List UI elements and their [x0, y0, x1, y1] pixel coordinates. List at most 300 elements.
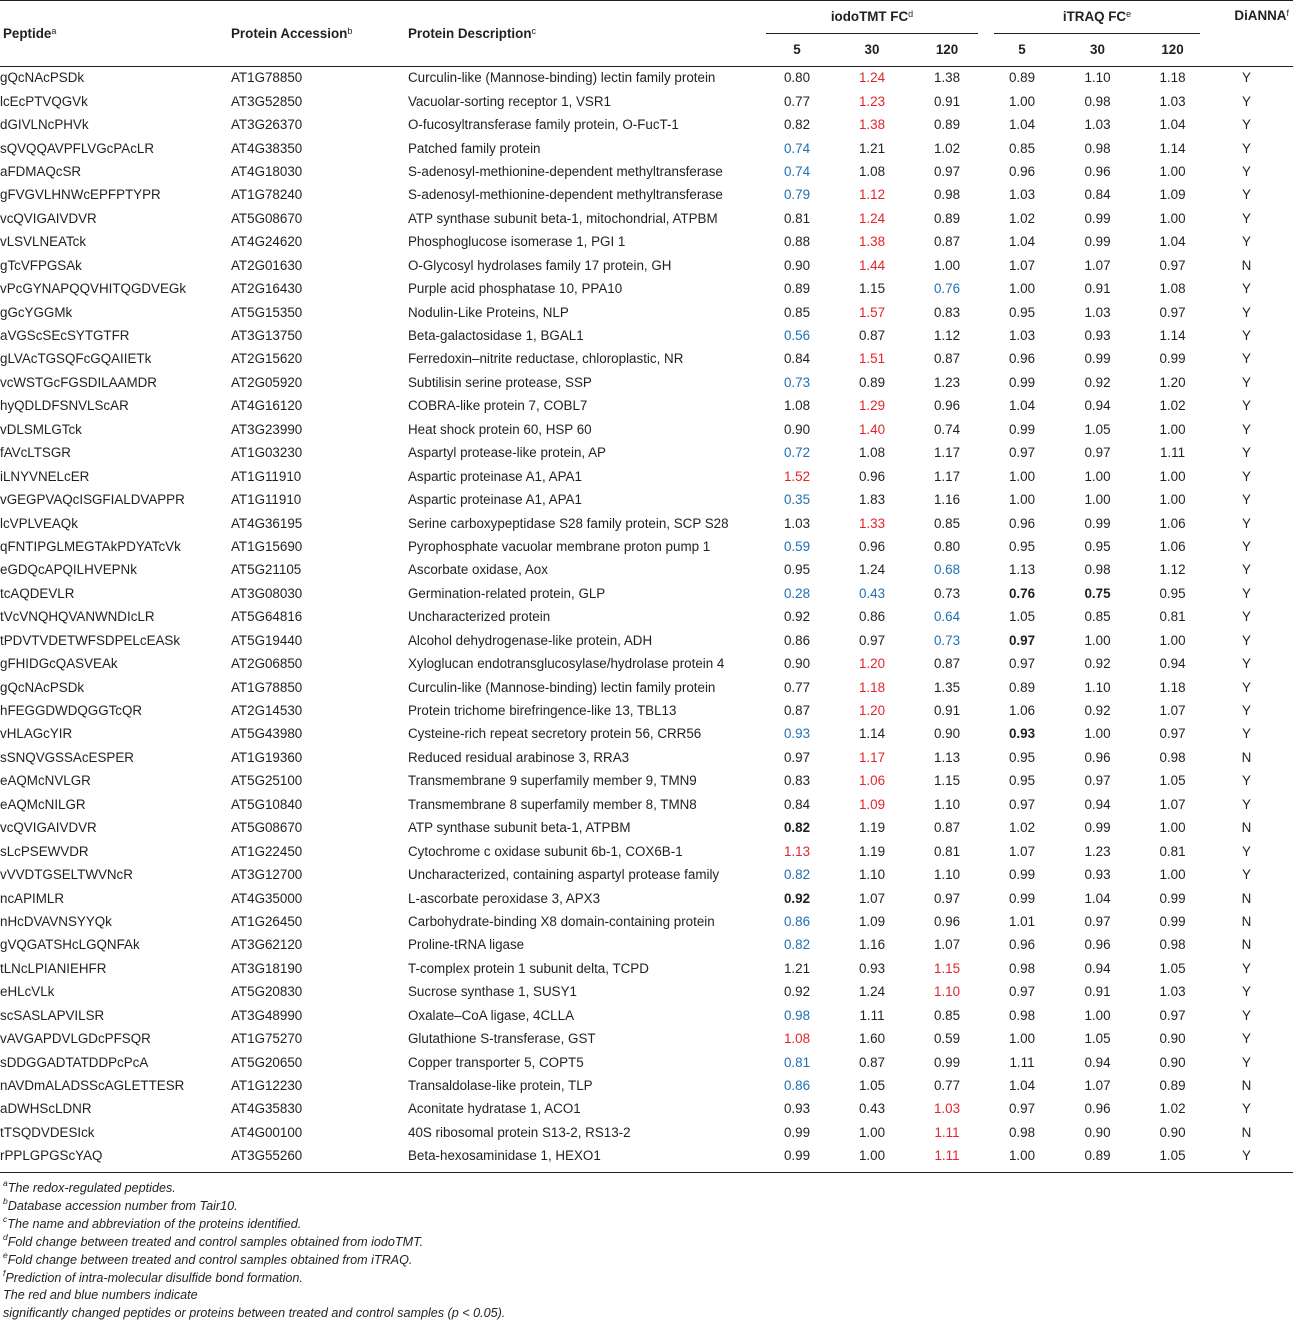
peptide-cell: vVVDTGSELTWVNcR	[0, 867, 133, 883]
iodo-5-cell: 0.82	[783, 937, 811, 953]
iodo-30-cell: 1.11	[859, 1007, 885, 1023]
iodo-120-cell: 1.10	[933, 796, 961, 812]
table-row	[0, 933, 1293, 956]
peptide-cell: gLVAcTGSQFcGQAIIETk	[0, 351, 152, 367]
iodo-120-cell: 1.17	[933, 445, 961, 461]
iodo-30-cell: 1.29	[858, 398, 886, 414]
itraq-5-cell: 0.89	[1008, 70, 1036, 86]
iodo-30-cell: 1.19	[858, 820, 886, 836]
accession-cell: AT5G19440	[231, 632, 303, 648]
itraq-120-cell: 1.00	[1159, 867, 1186, 883]
iodo-30-cell: 1.06	[858, 773, 886, 789]
description-cell: Alcohol dehydrogenase-like protein, ADH	[408, 632, 653, 648]
iodo-5-cell: 0.77	[783, 93, 811, 109]
iodo-120-cell: 0.87	[933, 234, 961, 250]
iodo-120-cell: 0.81	[933, 843, 961, 859]
iodo-120-cell: 1.12	[933, 328, 961, 344]
iodo-5-cell: 1.52	[783, 468, 811, 484]
table-row	[0, 347, 1293, 370]
itraq-120-cell: 1.12	[1159, 562, 1186, 578]
table-row	[0, 1144, 1293, 1167]
peptide-cell: fAVcLTSGR	[0, 445, 71, 461]
itraq-30-cell: 0.99	[1084, 351, 1111, 367]
table-row	[0, 746, 1293, 769]
peptide-cell: gVQGATSHcLGQNFAk	[0, 937, 140, 953]
iodo-120-cell: 0.97	[933, 890, 961, 906]
table-row	[0, 371, 1293, 394]
iodo-30-cell: 1.10	[858, 867, 886, 883]
iodo-5-cell: 0.59	[783, 538, 811, 554]
peptide-cell: hFEGGDWDQGGTcQR	[0, 703, 143, 719]
iodo-30-cell: 1.23	[858, 93, 886, 109]
iodo-5-cell: 0.81	[783, 210, 811, 226]
description-cell: Pyrophosphate vacuolar membrane proton pump 1	[408, 538, 711, 554]
peptide-cell: eGDQcAPQILHVEPNk	[0, 562, 137, 578]
iodo-5-cell: 0.77	[783, 679, 811, 695]
accession-cell: AT4G16120	[231, 398, 303, 414]
itraq-5-cell: 1.00	[1008, 468, 1036, 484]
peptide-cell: tLNcLPIANIEHFR	[0, 960, 107, 976]
itraq-5-cell: 0.95	[1008, 538, 1036, 554]
itraq-30-cell: 0.94	[1084, 1054, 1111, 1070]
iodo-120-cell: 1.11	[934, 1148, 960, 1164]
description-cell: Uncharacterized, containing aspartyl protease family	[408, 867, 720, 883]
dianna-cell: Y	[1242, 515, 1251, 531]
accession-cell: AT2G05920	[231, 374, 303, 390]
iodo-5-cell: 0.92	[783, 609, 811, 625]
iodo-5-cell: 1.08	[783, 398, 811, 414]
description-cell: O-Glycosyl hydrolases family 17 protein, GH	[408, 257, 672, 273]
itraq-30-cell: 0.75	[1084, 585, 1111, 601]
accession-cell: AT3G48990	[231, 1007, 303, 1023]
dianna-cell: Y	[1242, 187, 1251, 203]
description-cell: ATP synthase subunit beta-1, ATPBM	[408, 820, 631, 836]
itraq-5-cell: 1.04	[1008, 398, 1036, 414]
dianna-cell: Y	[1242, 609, 1251, 625]
itraq-120-cell: 1.11	[1159, 445, 1186, 461]
peptide-cell: gFHIDGcQASVEAk	[0, 656, 118, 672]
footnote	[3, 1195, 1283, 1216]
peptide-cell: aVGScSEcSYTGTFR	[0, 328, 130, 344]
dianna-cell: Y	[1242, 1101, 1251, 1117]
dianna-cell: Y	[1242, 984, 1251, 1000]
itraq-30-cell: 0.85	[1084, 609, 1111, 625]
itraq-120-cell: 1.07	[1159, 796, 1186, 812]
iodo-30-cell: 1.24	[858, 70, 886, 86]
header-iodo-30: 30	[864, 42, 880, 57]
footnote	[3, 1249, 1283, 1270]
iodo-120-cell: 0.85	[933, 1007, 961, 1023]
itraq-30-cell: 0.84	[1084, 187, 1111, 203]
table-row	[0, 300, 1293, 323]
dianna-cell: Y	[1242, 1054, 1251, 1070]
iodo-30-cell: 1.08	[858, 163, 886, 179]
table-row	[0, 464, 1293, 487]
footnote-marker: a	[3, 1178, 8, 1188]
description-cell: Protein trichome birefringence-like 13, TBL13	[408, 703, 677, 719]
iodo-30-cell: 1.00	[858, 1124, 886, 1140]
itraq-5-cell: 0.97	[1008, 445, 1036, 461]
iodo-5-cell: 1.03	[783, 515, 811, 531]
accession-cell: AT3G08030	[231, 585, 303, 601]
itraq-5-cell: 0.97	[1008, 984, 1036, 1000]
itraq-30-cell: 0.96	[1084, 937, 1111, 953]
description-cell: Cytochrome c oxidase subunit 6b-1, COX6B-1	[408, 843, 683, 859]
iodo-120-cell: 0.77	[933, 1078, 961, 1094]
table-row	[0, 793, 1293, 816]
accession-cell: AT3G12700	[231, 867, 303, 883]
itraq-120-cell: 0.97	[1159, 257, 1186, 273]
iodo-120-cell: 1.15	[933, 960, 961, 976]
table-footnotes	[3, 1180, 1283, 1323]
iodo-5-cell: 0.82	[783, 117, 811, 133]
iodo-120-cell: 0.87	[933, 820, 961, 836]
dianna-cell: N	[1241, 749, 1252, 765]
iodo-5-cell: 0.92	[783, 984, 811, 1000]
description-cell: ATP synthase subunit beta-1, mitochondrial, ATPBM	[408, 210, 718, 226]
accession-cell: AT2G14530	[231, 703, 303, 719]
iodo-5-cell: 0.86	[783, 632, 811, 648]
dianna-cell: Y	[1242, 421, 1251, 437]
description-cell: Subtilisin serine protease, SSP	[408, 374, 592, 390]
iodo-120-cell: 0.89	[933, 117, 961, 133]
itraq-120-cell: 1.03	[1159, 93, 1186, 109]
itraq-5-cell: 1.07	[1008, 843, 1036, 859]
itraq-30-cell: 0.92	[1084, 374, 1111, 390]
iodo-30-cell: 1.20	[858, 703, 886, 719]
description-cell: Aconitate hydratase 1, ACO1	[408, 1101, 581, 1117]
iodo-120-cell: 0.85	[933, 515, 961, 531]
iodo-30-cell: 1.14	[858, 726, 886, 742]
description-cell: Transmembrane 8 superfamily member 8, TMN8	[408, 796, 697, 812]
iodo-30-cell: 1.16	[858, 937, 886, 953]
iodo-30-cell: 1.24	[858, 210, 886, 226]
iodo-5-cell: 0.93	[783, 726, 811, 742]
itraq-5-cell: 0.99	[1008, 421, 1036, 437]
iodo-5-cell: 0.73	[783, 374, 811, 390]
peptide-cell: vGEGPVAQcISGFIALDVAPPR	[0, 492, 185, 508]
peptide-cell: aDWHScLDNR	[0, 1101, 92, 1117]
iodo-5-cell: 0.28	[783, 585, 811, 601]
table-row	[0, 488, 1293, 511]
table-row	[0, 1050, 1293, 1073]
iodo-30-cell: 1.08	[858, 445, 886, 461]
itraq-30-cell: 0.94	[1084, 398, 1111, 414]
iodo-30-cell: 1.40	[858, 421, 886, 437]
accession-cell: AT1G11910	[231, 468, 302, 484]
peptide-cell: hyQDLDFSNVLScAR	[0, 398, 129, 414]
description-cell: L-ascorbate peroxidase 3, APX3	[408, 890, 601, 906]
table-row	[0, 1121, 1293, 1144]
iodo-5-cell: 0.88	[783, 234, 811, 250]
iodo-5-cell: 1.21	[783, 960, 811, 976]
iodo-5-cell: 0.80	[783, 70, 811, 86]
itraq-30-cell: 0.92	[1084, 703, 1111, 719]
iodo-30-cell: 1.33	[858, 515, 886, 531]
description-cell: Transaldolase-like protein, TLP	[408, 1078, 593, 1094]
itraq-120-cell: 1.06	[1159, 515, 1186, 531]
itraq-30-cell: 1.00	[1084, 492, 1111, 508]
itraq-30-cell: 0.96	[1084, 1101, 1111, 1117]
iodo-5-cell: 0.90	[783, 421, 811, 437]
iodo-120-cell: 0.87	[933, 656, 961, 672]
iodo-120-cell: 1.38	[933, 70, 961, 86]
peptide-cell: nAVDmALADSScAGLETTESR	[0, 1078, 185, 1094]
description-cell: Transmembrane 9 superfamily member 9, TMN9	[408, 773, 697, 789]
iodo-120-cell: 1.23	[933, 374, 961, 390]
dianna-cell: N	[1241, 913, 1252, 929]
iodo-30-cell: 1.51	[858, 351, 886, 367]
iodo-5-cell: 0.99	[783, 1124, 811, 1140]
header-iodo-5: 5	[793, 42, 801, 57]
accession-cell: AT5G08670	[231, 820, 303, 836]
itraq-120-cell: 0.95	[1159, 585, 1186, 601]
iodo-5-cell: 0.83	[783, 773, 811, 789]
itraq-5-cell: 0.97	[1008, 1101, 1036, 1117]
itraq-5-cell: 1.03	[1008, 187, 1036, 203]
itraq-30-cell: 1.00	[1084, 1007, 1111, 1023]
accession-cell: AT2G16430	[231, 281, 303, 297]
table-row	[0, 605, 1293, 628]
iodo-5-cell: 0.84	[783, 351, 811, 367]
itraq-30-cell: 0.91	[1084, 984, 1111, 1000]
itraq-120-cell: 1.18	[1159, 679, 1186, 695]
peptide-cell: vAVGAPDVLGDcPFSQR	[0, 1031, 151, 1047]
iodo-120-cell: 1.00	[933, 257, 961, 273]
description-cell: Nodulin-Like Proteins, NLP	[408, 304, 569, 320]
iodo-120-cell: 1.17	[933, 468, 961, 484]
iodo-30-cell: 0.43	[858, 585, 886, 601]
description-cell: COBRA-like protein 7, COBL7	[408, 398, 588, 414]
iodo-5-cell: 0.74	[783, 140, 811, 156]
accession-cell: AT2G06850	[231, 656, 303, 672]
header-itraq-120: 120	[1161, 42, 1184, 57]
itraq-120-cell: 0.99	[1159, 890, 1186, 906]
itraq-30-cell: 1.07	[1084, 1078, 1111, 1094]
iodo-30-cell: 0.86	[858, 609, 886, 625]
accession-cell: AT4G18030	[231, 163, 303, 179]
peptide-cell: gTcVFPGSAk	[0, 257, 82, 273]
table-row	[0, 254, 1293, 277]
itraq-30-cell: 1.07	[1084, 257, 1111, 273]
peptide-cell: qFNTIPGLMEGTAkPDYATcVk	[0, 538, 181, 554]
accession-cell: AT2G15620	[231, 351, 303, 367]
iodo-120-cell: 1.11	[934, 1124, 960, 1140]
dianna-cell: Y	[1242, 960, 1251, 976]
peptide-cell: tcAQDEVLR	[0, 585, 75, 601]
iodo-120-cell: 0.83	[933, 304, 961, 320]
dianna-cell: N	[1241, 890, 1252, 906]
footnote	[3, 1287, 1283, 1305]
header-peptide: Peptide$^a$	[3, 25, 57, 41]
dianna-cell: Y	[1242, 1148, 1251, 1164]
iodo-5-cell: 0.82	[783, 867, 811, 883]
iodo-120-cell: 0.73	[933, 632, 961, 648]
table-row	[0, 394, 1293, 417]
iodo-5-cell: 0.98	[783, 1007, 811, 1023]
peptide-cell: sDDGGADTATDDPcPcA	[0, 1054, 149, 1070]
iodo-30-cell: 1.44	[858, 257, 886, 273]
peptide-cell: vcQVIGAIVDVR	[0, 820, 97, 836]
itraq-120-cell: 0.98	[1159, 749, 1186, 765]
dianna-cell: Y	[1242, 773, 1251, 789]
iodo-30-cell: 0.89	[858, 374, 886, 390]
itraq-30-cell: 1.00	[1084, 468, 1111, 484]
footnote-text: Prediction of intra-molecular disulfide bond formation.	[5, 1270, 303, 1285]
table-row	[0, 769, 1293, 792]
description-cell: Beta-hexosaminidase 1, HEXO1	[408, 1148, 601, 1164]
itraq-120-cell: 1.08	[1159, 281, 1186, 297]
accession-cell: AT1G78850	[231, 70, 303, 86]
iodo-5-cell: 0.95	[783, 562, 811, 578]
iodo-120-cell: 1.10	[933, 984, 961, 1000]
accession-cell: AT5G20650	[231, 1054, 303, 1070]
itraq-120-cell: 0.97	[1159, 726, 1186, 742]
table-row	[0, 207, 1293, 230]
table-row	[0, 910, 1293, 933]
dianna-cell: Y	[1242, 656, 1251, 672]
dianna-cell: Y	[1242, 398, 1251, 414]
table-row	[0, 886, 1293, 909]
footnote	[3, 1267, 1283, 1288]
footnote-marker: c	[3, 1213, 8, 1224]
peptide-cell: ncAPIMLR	[0, 890, 64, 906]
header-iodo-120: 120	[935, 42, 959, 57]
peptide-cell: vHLAGcYIR	[0, 726, 73, 742]
itraq-120-cell: 0.98	[1159, 937, 1186, 953]
iodo-30-cell: 1.07	[858, 890, 886, 906]
itraq-5-cell: 1.07	[1008, 257, 1036, 273]
table-row	[0, 160, 1293, 183]
itraq-120-cell: 0.99	[1159, 913, 1186, 929]
table-row	[0, 183, 1293, 206]
iodo-30-cell: 1.20	[858, 656, 886, 672]
itraq-30-cell: 0.91	[1084, 281, 1111, 297]
dianna-cell: Y	[1242, 328, 1251, 344]
table-row	[0, 1097, 1293, 1120]
accession-cell: AT4G00100	[231, 1124, 303, 1140]
itraq-30-cell: 0.97	[1084, 773, 1111, 789]
itraq-5-cell: 0.89	[1008, 679, 1036, 695]
dianna-cell: N	[1241, 1124, 1252, 1140]
dianna-cell: Y	[1242, 281, 1251, 297]
itraq-120-cell: 1.02	[1159, 1101, 1186, 1117]
peptide-cell: rPPLGPGScYAQ	[0, 1148, 103, 1164]
description-cell: O-fucosyltransferase family protein, O-FucT-1	[408, 117, 679, 133]
description-cell: Curculin-like (Mannose-binding) lectin family protein	[408, 679, 716, 695]
itraq-5-cell: 0.98	[1008, 960, 1036, 976]
iodo-120-cell: 1.35	[933, 679, 961, 695]
table-row	[0, 511, 1293, 534]
peptide-cell: gQcNAcPSDk	[0, 70, 85, 86]
accession-cell: AT5G43980	[231, 726, 303, 742]
accession-cell: AT1G12230	[231, 1078, 303, 1094]
dianna-cell: Y	[1242, 234, 1251, 250]
iodo-120-cell: 0.96	[933, 913, 961, 929]
iodo-120-cell: 0.64	[933, 609, 961, 625]
description-cell: Copper transporter 5, COPT5	[408, 1054, 584, 1070]
table-row	[0, 66, 1293, 89]
peptide-cell: sSNQVGSSAcESPER	[0, 749, 134, 765]
accession-cell: AT4G35000	[231, 890, 303, 906]
iodo-5-cell: 0.72	[783, 445, 811, 461]
itraq-5-cell: 1.02	[1008, 820, 1036, 836]
itraq-120-cell: 1.20	[1159, 374, 1186, 390]
description-cell: 40S ribosomal protein S13-2, RS13-2	[408, 1124, 631, 1140]
peptide-cell: lcVPLVEAQk	[0, 515, 78, 531]
itraq-5-cell: 1.04	[1008, 1078, 1036, 1094]
itraq-120-cell: 0.99	[1159, 351, 1186, 367]
iodo-5-cell: 0.81	[783, 1054, 811, 1070]
itraq-120-cell: 1.09	[1159, 187, 1186, 203]
itraq-120-cell: 0.94	[1159, 656, 1186, 672]
itraq-5-cell: 1.03	[1008, 328, 1036, 344]
itraq-120-cell: 1.02	[1159, 398, 1186, 414]
table-row	[0, 441, 1293, 464]
dianna-cell: Y	[1242, 703, 1251, 719]
table-row	[0, 957, 1293, 980]
description-cell: Sucrose synthase 1, SUSY1	[408, 984, 577, 1000]
footnote	[3, 1305, 1283, 1323]
itraq-120-cell: 0.81	[1159, 843, 1186, 859]
itraq-30-cell: 0.89	[1084, 1148, 1111, 1164]
itraq-30-cell: 0.97	[1084, 445, 1111, 461]
itraq-5-cell: 1.11	[1009, 1054, 1035, 1070]
itraq-30-cell: 1.05	[1084, 421, 1111, 437]
itraq-120-cell: 1.03	[1159, 984, 1186, 1000]
accession-cell: AT2G01630	[231, 257, 303, 273]
peptide-cell: tPDVTVDETWFSDPELcEASk	[0, 632, 181, 648]
footnote	[3, 1213, 1283, 1234]
accession-cell: AT1G78240	[231, 187, 303, 203]
iodo-30-cell: 0.87	[858, 328, 886, 344]
iodo-30-cell: 1.18	[858, 679, 886, 695]
peptide-cell: aFDMAQcSR	[0, 163, 82, 179]
table-row	[0, 89, 1293, 112]
itraq-120-cell: 1.14	[1159, 328, 1186, 344]
table-row	[0, 1074, 1293, 1097]
dianna-cell: Y	[1242, 93, 1251, 109]
description-cell: T-complex protein 1 subunit delta, TCPD	[408, 960, 649, 976]
itraq-120-cell: 1.04	[1159, 117, 1186, 133]
iodo-30-cell: 1.21	[858, 140, 886, 156]
peptide-cell: eAQMcNVLGR	[0, 773, 91, 789]
itraq-5-cell: 1.01	[1008, 913, 1036, 929]
dianna-cell: Y	[1242, 562, 1251, 578]
iodo-5-cell: 0.35	[783, 492, 811, 508]
table-row	[0, 277, 1293, 300]
dianna-cell: Y	[1242, 117, 1251, 133]
iodo-120-cell: 0.89	[933, 210, 961, 226]
table-row	[0, 558, 1293, 581]
itraq-30-cell: 0.93	[1084, 328, 1111, 344]
table-row	[0, 980, 1293, 1003]
accession-cell: AT4G36195	[231, 515, 303, 531]
itraq-5-cell: 0.96	[1008, 937, 1036, 953]
itraq-30-cell: 0.98	[1084, 562, 1111, 578]
itraq-5-cell: 1.00	[1008, 1031, 1036, 1047]
table-bottom-rule	[0, 1172, 1293, 1173]
iodo-30-cell: 1.19	[858, 843, 886, 859]
dianna-cell: Y	[1242, 210, 1251, 226]
itraq-5-cell: 0.96	[1008, 515, 1036, 531]
iodo-5-cell: 0.97	[783, 749, 811, 765]
itraq-120-cell: 1.05	[1159, 960, 1186, 976]
accession-cell: AT4G35830	[231, 1101, 303, 1117]
table-row	[0, 816, 1293, 839]
iodo-5-cell: 0.93	[783, 1101, 811, 1117]
itraq-120-cell: 1.00	[1159, 492, 1186, 508]
